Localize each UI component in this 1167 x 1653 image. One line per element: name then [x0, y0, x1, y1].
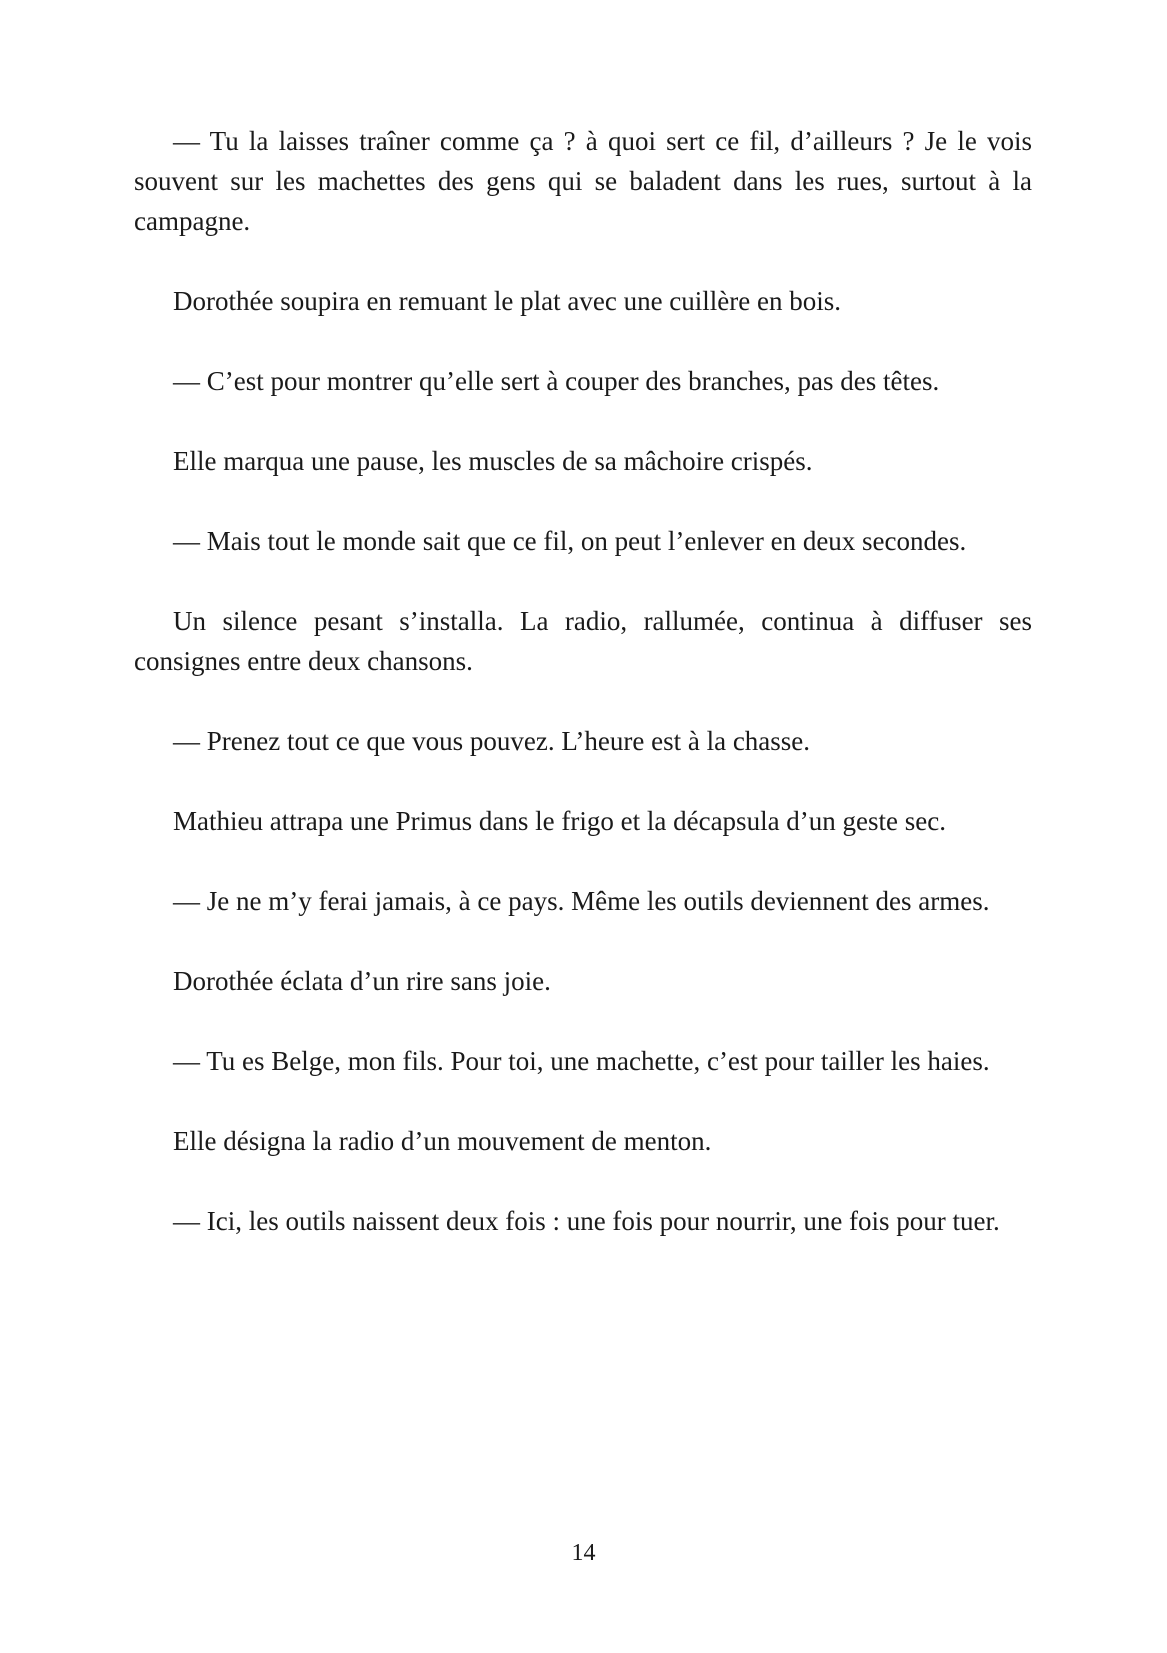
paragraph: — Tu la laisses traîner comme ça ? à quoi sert ce fil, d’ailleurs ? Je le vois souvent sur les machettes des gens qui se baladent dans les rues, surtout à la campagne. [134, 126, 1032, 236]
paragraph: — Prenez tout ce que vous pouvez. L’heure est à la chasse. [173, 726, 811, 756]
paragraph: — Je ne m’y ferai jamais, à ce pays. Même les outils deviennent des armes. [173, 886, 990, 916]
paragraph: Elle marqua une pause, les muscles de sa mâchoire crispés. [173, 446, 813, 476]
page-number: 14 [571, 1540, 596, 1566]
paragraph: Un silence pesant s’installa. La radio, rallumée, continua à diffuser ses consignes entre deux chansons. [134, 606, 1032, 676]
paragraph: — Ici, les outils naissent deux fois : une fois pour nourrir, une fois pour tuer. [173, 1206, 1000, 1236]
paragraph: — Tu es Belge, mon fils. Pour toi, une machette, c’est pour tailler les haies. [173, 1046, 990, 1076]
paragraph: Dorothée éclata d’un rire sans joie. [173, 966, 551, 996]
paragraph: — Mais tout le monde sait que ce fil, on peut l’enlever en deux secondes. [173, 526, 967, 556]
paragraph: Elle désigna la radio d’un mouvement de menton. [173, 1126, 712, 1156]
paragraph: Dorothée soupira en remuant le plat avec une cuillère en bois. [173, 286, 841, 316]
paragraph: Mathieu attrapa une Primus dans le frigo et la décapsula d’un geste sec. [173, 806, 946, 836]
paragraph: — C’est pour montrer qu’elle sert à couper des branches, pas des têtes. [173, 366, 940, 396]
body-text [134, 121, 1032, 1281]
